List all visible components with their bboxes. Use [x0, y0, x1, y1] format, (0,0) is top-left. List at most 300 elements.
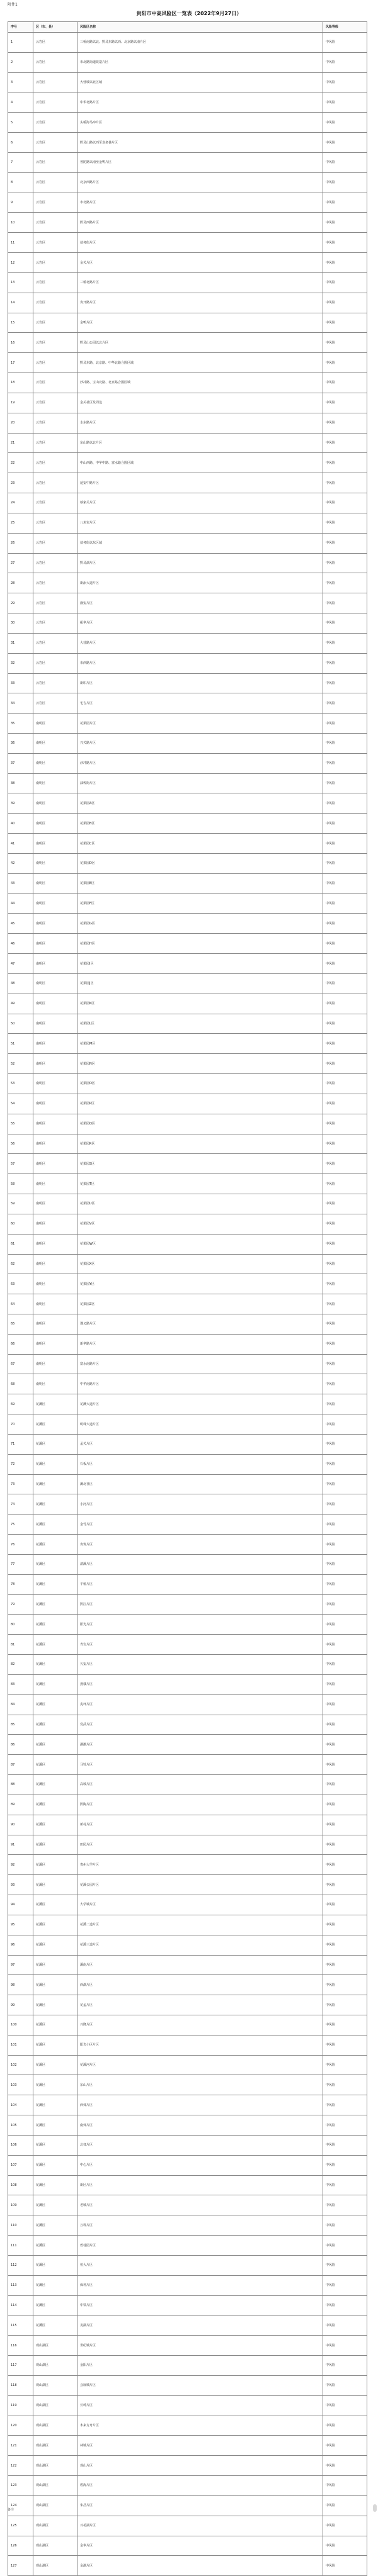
footer-note: 备注: [8, 2508, 14, 2512]
cell-area-name: 金竹片区: [77, 1515, 323, 1535]
cell-risk-level: 中风险: [323, 2135, 367, 2155]
cell-risk-level: 中风险: [323, 1775, 367, 1795]
cell-district: 花溪区: [33, 2295, 77, 2316]
cell-no: 95: [8, 1915, 33, 1935]
cell-district: 花溪区: [33, 2035, 77, 2055]
table-row: [8, 2395, 367, 2416]
table-row: [8, 873, 367, 893]
cell-area-name: 恒大片区: [77, 2255, 323, 2275]
cell-district: 云岩区: [33, 152, 77, 172]
table-row: [8, 1454, 367, 1474]
cell-district: 云岩区: [33, 633, 77, 653]
cell-district: 云岩区: [33, 272, 77, 293]
cell-district: 云岩区: [33, 72, 77, 92]
cell-area-name: 金华片区: [77, 2536, 323, 2556]
table-row: [8, 172, 367, 193]
cell-area-name: 平桥片区: [77, 1574, 323, 1594]
cell-district: 花溪区: [33, 1735, 77, 1755]
cell-no: 60: [8, 1214, 33, 1234]
cell-risk-level: 中风险: [323, 2236, 367, 2256]
table-row: [8, 1094, 367, 1114]
cell-no: 67: [8, 1354, 33, 1374]
table-row: [8, 1795, 367, 1815]
cell-no: 58: [8, 1174, 33, 1194]
cell-district: 南明区: [33, 1254, 77, 1274]
table-row: [8, 613, 367, 634]
table-row: [8, 673, 367, 693]
cell-district: 花溪区: [33, 1915, 77, 1935]
cell-district: 南明区: [33, 1194, 77, 1214]
cell-no: 8: [8, 172, 33, 193]
table-row: [8, 1414, 367, 1435]
cell-district: 南明区: [33, 1354, 77, 1374]
cell-risk-level: 中风险: [323, 1054, 367, 1074]
cell-no: 43: [8, 873, 33, 893]
table-row: [8, 954, 367, 974]
table-row: [8, 2356, 367, 2376]
cell-area-name: 盐务街以东区域: [77, 533, 323, 553]
table-row: [8, 1494, 367, 1515]
cell-risk-level: 中风险: [323, 1694, 367, 1715]
cell-risk-level: 中风险: [323, 2536, 367, 2556]
column-header-level: 风险等级: [323, 22, 367, 33]
cell-risk-level: 中风险: [323, 172, 367, 193]
cell-area-name: 百花湖片区: [77, 2516, 323, 2536]
cell-risk-level: 中风险: [323, 2356, 367, 2376]
table-row: [8, 633, 367, 653]
cell-area-name: 新华路片区: [77, 1334, 323, 1354]
cell-district: 云岩区: [33, 613, 77, 634]
cell-risk-level: 中风险: [323, 773, 367, 793]
table-row: [8, 2375, 367, 2395]
cell-risk-level: 中风险: [323, 814, 367, 834]
table-row: [8, 413, 367, 433]
cell-area-name: 石板片区: [77, 1454, 323, 1474]
cell-risk-level: 中风险: [323, 1094, 367, 1114]
cell-district: 云岩区: [33, 453, 77, 473]
cell-district: 南明区: [33, 873, 77, 893]
cell-risk-level: 中风险: [323, 253, 367, 273]
cell-risk-level: 中风险: [323, 733, 367, 753]
cell-risk-level: 中风险: [323, 1114, 367, 1134]
cell-area-name: 溪南片区: [77, 1955, 323, 1975]
cell-area-name: 花果园I区: [77, 954, 323, 974]
cell-district: 云岩区: [33, 213, 77, 233]
table-row: [8, 393, 367, 413]
cell-district: 南明区: [33, 814, 77, 834]
cell-no: 121: [8, 2436, 33, 2456]
cell-district: 南明区: [33, 1094, 77, 1114]
table-row: [8, 433, 367, 453]
cell-district: 云岩区: [33, 293, 77, 313]
table-row: [8, 2155, 367, 2175]
cell-risk-level: 中风险: [323, 1334, 367, 1354]
cell-risk-level: 中风险: [323, 353, 367, 373]
cell-risk-level: 中风险: [323, 72, 367, 92]
cell-risk-level: 中风险: [323, 2456, 367, 2476]
cell-district: 花溪区: [33, 1775, 77, 1795]
table-row: [8, 2035, 367, 2055]
cell-risk-level: 中风险: [323, 2495, 367, 2516]
table-row: [8, 533, 367, 553]
table-row: [8, 853, 367, 873]
cell-area-name: 花果园Y区: [77, 1274, 323, 1294]
cell-area-name: 保利片区: [77, 2275, 323, 2295]
table-row: [8, 2015, 367, 2035]
cell-area-name: 观山片区: [77, 2456, 323, 2476]
cell-risk-level: 中风险: [323, 1515, 367, 1535]
cell-risk-level: 中风险: [323, 1274, 367, 1294]
cell-district: 南明区: [33, 1154, 77, 1174]
cell-no: 79: [8, 1594, 33, 1615]
cell-no: 40: [8, 814, 33, 834]
cell-risk-level: 中风险: [323, 1635, 367, 1655]
table-row: [8, 2135, 367, 2155]
table-row: [8, 272, 367, 293]
table-row: [8, 1374, 367, 1394]
cell-area-name: 金阳片区: [77, 2356, 323, 2376]
cell-area-name: 花果园D区: [77, 853, 323, 873]
cell-risk-level: 中风险: [323, 333, 367, 353]
cell-area-name: 花果园J区: [77, 973, 323, 994]
table-row: [8, 793, 367, 814]
cell-area-name: 阳光小区片区: [77, 2035, 323, 2055]
cell-area-name: 小河片区: [77, 1494, 323, 1515]
table-row: [8, 513, 367, 533]
table-row: [8, 2476, 367, 2496]
cell-district: 花溪区: [33, 1815, 77, 1835]
cell-risk-level: 中风险: [323, 1434, 367, 1454]
cell-risk-level: 中风险: [323, 853, 367, 873]
cell-area-name: 新印片区: [77, 673, 323, 693]
table-row: [8, 152, 367, 172]
cell-risk-level: 中风险: [323, 2095, 367, 2115]
cell-area-name: 宅吉片区: [77, 693, 323, 714]
cell-area-name: 黔陶片区: [77, 1795, 323, 1815]
table-row: [8, 2556, 367, 2576]
cell-risk-level: 中风险: [323, 1935, 367, 1955]
cell-risk-level: 中风险: [323, 1995, 367, 2015]
cell-district: 南明区: [33, 1134, 77, 1154]
cell-district: 南明区: [33, 1374, 77, 1394]
cell-area-name: 花果园O区: [77, 1074, 323, 1094]
cell-no: 115: [8, 2316, 33, 2336]
cell-area-name: 头桥海马冲片区: [77, 113, 323, 133]
cell-district: 观山湖区: [33, 2436, 77, 2456]
cell-area-name: 田园片区: [77, 1835, 323, 1855]
cell-area-name: 长岭片区: [77, 2395, 323, 2416]
cell-area-name: 黔灵西路片区: [77, 213, 323, 233]
cell-no: 22: [8, 453, 33, 473]
cell-district: 花溪区: [33, 1755, 77, 1775]
cell-no: 102: [8, 2055, 33, 2075]
cell-no: 92: [8, 1855, 33, 1875]
table-body: [8, 33, 367, 2576]
table-row: [8, 2536, 367, 2556]
cell-risk-level: 中风险: [323, 33, 367, 53]
cell-district: 南明区: [33, 914, 77, 934]
cell-no: 65: [8, 1314, 33, 1335]
cell-district: 观山湖区: [33, 2375, 77, 2395]
cell-no: 120: [8, 2416, 33, 2436]
cell-risk-level: 中风险: [323, 1414, 367, 1435]
cell-area-name: 贵筑片区: [77, 1535, 323, 1555]
cell-district: 南明区: [33, 954, 77, 974]
cell-area-name: 富水南路片区: [77, 1354, 323, 1374]
cell-risk-level: 中风险: [323, 133, 367, 153]
cell-district: 云岩区: [33, 693, 77, 714]
cell-no: 23: [8, 473, 33, 493]
cell-no: 45: [8, 914, 33, 934]
cell-area-name: 新村片区: [77, 1815, 323, 1835]
cell-risk-level: 中风险: [323, 2336, 367, 2356]
cell-risk-level: 中风险: [323, 2275, 367, 2295]
cell-district: 花溪区: [33, 1835, 77, 1855]
table-row: [8, 1674, 367, 1694]
cell-risk-level: 中风险: [323, 2195, 367, 2215]
cell-risk-level: 中风险: [323, 1154, 367, 1174]
cell-area-name: 花果园Z区: [77, 1294, 323, 1314]
cell-risk-level: 中风险: [323, 954, 367, 974]
cell-district: 观山湖区: [33, 2516, 77, 2536]
cell-area-name: 花孟片区: [77, 1995, 323, 2015]
cell-district: 花溪区: [33, 2135, 77, 2155]
cell-area-name: 党武片区: [77, 1715, 323, 1735]
cell-district: 花溪区: [33, 1955, 77, 1975]
cell-district: 南明区: [33, 1214, 77, 1234]
table-row: [8, 1755, 367, 1775]
cell-district: 观山湖区: [33, 2556, 77, 2576]
cell-risk-level: 中风险: [323, 2316, 367, 2336]
cell-district: 云岩区: [33, 133, 77, 153]
cell-risk-level: 中风险: [323, 1615, 367, 1635]
cell-area-name: 会展城片区: [77, 2375, 323, 2395]
cell-district: 云岩区: [33, 513, 77, 533]
table-row: [8, 1114, 367, 1134]
cell-risk-level: 中风险: [323, 2556, 367, 2576]
cell-risk-level: 中风险: [323, 553, 367, 573]
cell-risk-level: 中风险: [323, 2295, 367, 2316]
cell-district: 南明区: [33, 1114, 77, 1134]
cell-district: 花溪区: [33, 1474, 77, 1494]
cell-area-name: 中华南路片区: [77, 1374, 323, 1394]
cell-area-name: 溪北社区: [77, 1474, 323, 1494]
cell-no: 118: [8, 2375, 33, 2395]
cell-no: 30: [8, 613, 33, 634]
cell-risk-level: 中风险: [323, 973, 367, 994]
table-row: [8, 1635, 367, 1655]
cell-area-name: 北京西路片区: [77, 172, 323, 193]
cell-risk-level: 中风险: [323, 1134, 367, 1154]
cell-risk-level: 中风险: [323, 1294, 367, 1314]
cell-no: 96: [8, 1935, 33, 1955]
cell-no: 112: [8, 2255, 33, 2275]
cell-no: 48: [8, 973, 33, 994]
cell-area-name: 花溪大道片区: [77, 1394, 323, 1414]
cell-no: 26: [8, 533, 33, 553]
table-row: [8, 1515, 367, 1535]
cell-district: 云岩区: [33, 593, 77, 613]
cell-district: 花溪区: [33, 1674, 77, 1694]
cell-area-name: 花果园X区: [77, 1254, 323, 1274]
table-row: [8, 1655, 367, 1675]
cell-district: 南明区: [33, 1174, 77, 1194]
table-row: [8, 1254, 367, 1274]
cell-district: 花溪区: [33, 1515, 77, 1535]
cell-district: 花溪区: [33, 1875, 77, 1895]
table-row: [8, 834, 367, 854]
cell-no: 126: [8, 2536, 33, 2556]
cell-area-name: 花溪三道片区: [77, 1935, 323, 1955]
cell-area-name: 大营坡以北区域: [77, 72, 323, 92]
cell-no: 37: [8, 753, 33, 773]
cell-no: 101: [8, 2035, 33, 2055]
cell-no: 41: [8, 834, 33, 854]
table-row: [8, 1815, 367, 1835]
cell-district: 花溪区: [33, 1895, 77, 1915]
cell-area-name: 中铁片区: [77, 2295, 323, 2316]
cell-risk-level: 中风险: [323, 633, 367, 653]
cell-area-name: 花果园P区: [77, 1094, 323, 1114]
cell-no: 5: [8, 113, 33, 133]
cell-area-name: 明珠大道片区: [77, 1414, 323, 1435]
table-row: [8, 1474, 367, 1494]
cell-no: 28: [8, 573, 33, 593]
cell-risk-level: 中风险: [323, 1815, 367, 1835]
cell-risk-level: 中风险: [323, 213, 367, 233]
cell-no: 103: [8, 2075, 33, 2095]
cell-area-name: 新添大道片区: [77, 573, 323, 593]
cell-area-name: 渔安片区: [77, 593, 323, 613]
table-row: [8, 2075, 367, 2095]
cell-risk-level: 中风险: [323, 693, 367, 714]
table-row: [8, 2236, 367, 2256]
attachment-label: 附件1: [8, 3, 18, 7]
cell-no: 51: [8, 1034, 33, 1054]
cell-district: 观山湖区: [33, 2495, 77, 2516]
table-row: [8, 553, 367, 573]
cell-risk-level: 中风险: [323, 1975, 367, 1995]
cell-no: 2: [8, 52, 33, 72]
cell-district: 花溪区: [33, 1615, 77, 1635]
cell-no: 46: [8, 934, 33, 954]
cell-area-name: 花果园W区: [77, 1234, 323, 1254]
cell-no: 38: [8, 773, 33, 793]
table-row: [8, 1855, 367, 1875]
cell-area-name: 林城片区: [77, 2436, 323, 2456]
cell-district: 云岩区: [33, 92, 77, 113]
cell-area-name: 贵州大学片区: [77, 1855, 323, 1875]
cell-district: 南明区: [33, 793, 77, 814]
cell-risk-level: 中风险: [323, 1755, 367, 1775]
cell-no: 29: [8, 593, 33, 613]
cell-district: 花溪区: [33, 1635, 77, 1655]
cell-area-name: 龙湖片区: [77, 2316, 323, 2336]
table-row: [8, 313, 367, 333]
cell-no: 25: [8, 513, 33, 533]
cell-risk-level: 中风险: [323, 2115, 367, 2136]
cell-area-name: 花溪公园片区: [77, 1875, 323, 1895]
cell-no: 119: [8, 2395, 33, 2416]
cell-district: 云岩区: [33, 493, 77, 513]
cell-area-name: 湖潮片区: [77, 1735, 323, 1755]
cell-area-name: 水东路片区: [77, 413, 323, 433]
cell-area-name: 花果园B区: [77, 814, 323, 834]
table-row: [8, 733, 367, 753]
cell-no: 74: [8, 1494, 33, 1515]
cell-district: 观山湖区: [33, 2395, 77, 2416]
cell-area-name: 油榨街片区: [77, 773, 323, 793]
cell-risk-level: 中风险: [323, 934, 367, 954]
cell-area-name: 花果园K区: [77, 994, 323, 1014]
cell-district: 花溪区: [33, 2195, 77, 2215]
cell-area-name: 西湖片区: [77, 1975, 323, 1995]
cell-district: 云岩区: [33, 172, 77, 193]
table-row: [8, 1875, 367, 1895]
cell-risk-level: 中风险: [323, 52, 367, 72]
table-row: [8, 33, 367, 53]
cell-no: 125: [8, 2516, 33, 2536]
cell-area-name: 沙冲路、宝山北路、北京路合围区域: [77, 373, 323, 393]
cell-area-name: 盐务街片区: [77, 233, 323, 253]
column-header-no: 序号: [8, 22, 33, 33]
cell-no: 90: [8, 1815, 33, 1835]
cell-area-name: 花溪河片区: [77, 2055, 323, 2075]
cell-no: 94: [8, 1895, 33, 1915]
cell-risk-level: 中风险: [323, 673, 367, 693]
cell-risk-level: 中风险: [323, 1374, 367, 1394]
cell-area-name: 老城片区: [77, 2195, 323, 2215]
page-title: 贵阳市中高风险区一览表（2022年9月27日）: [136, 11, 242, 16]
table-row: [8, 1715, 367, 1735]
cell-no: 59: [8, 1194, 33, 1214]
cell-area-name: 普陀路以南至金鸭片区: [77, 152, 323, 172]
cell-area-name: 花果园Q区: [77, 1114, 323, 1134]
scrollbar-thumb[interactable]: [373, 2504, 377, 2512]
cell-no: 18: [8, 373, 33, 393]
cell-no: 81: [8, 1635, 33, 1655]
cell-no: 84: [8, 1694, 33, 1715]
table-row: [8, 1274, 367, 1294]
cell-area-name: 清溪片区: [77, 1554, 323, 1574]
cell-district: 花溪区: [33, 2155, 77, 2175]
cell-district: 南明区: [33, 1054, 77, 1074]
cell-no: 21: [8, 433, 33, 453]
cell-no: 44: [8, 893, 33, 914]
cell-district: 云岩区: [33, 673, 77, 693]
cell-district: 花溪区: [33, 1694, 77, 1715]
cell-area-name: 花果园片区: [77, 714, 323, 734]
cell-risk-level: 中风险: [323, 1394, 367, 1414]
table-row: [8, 1915, 367, 1935]
table-row: [8, 1694, 367, 1715]
table-row: [8, 1074, 367, 1094]
table-row: [8, 1314, 367, 1335]
cell-area-name: 延安中路片区: [77, 473, 323, 493]
table-row: [8, 113, 367, 133]
table-row: [8, 1895, 367, 1915]
cell-district: 花溪区: [33, 2015, 77, 2035]
cell-no: 56: [8, 1134, 33, 1154]
table-row: [8, 1554, 367, 1574]
cell-risk-level: 中风险: [323, 1074, 367, 1094]
table-row: [8, 373, 367, 393]
cell-district: 花溪区: [33, 1855, 77, 1875]
cell-area-name: 马铃片区: [77, 1755, 323, 1775]
cell-no: 83: [8, 1674, 33, 1694]
cell-no: 19: [8, 393, 33, 413]
cell-risk-level: 中风险: [323, 1535, 367, 1555]
